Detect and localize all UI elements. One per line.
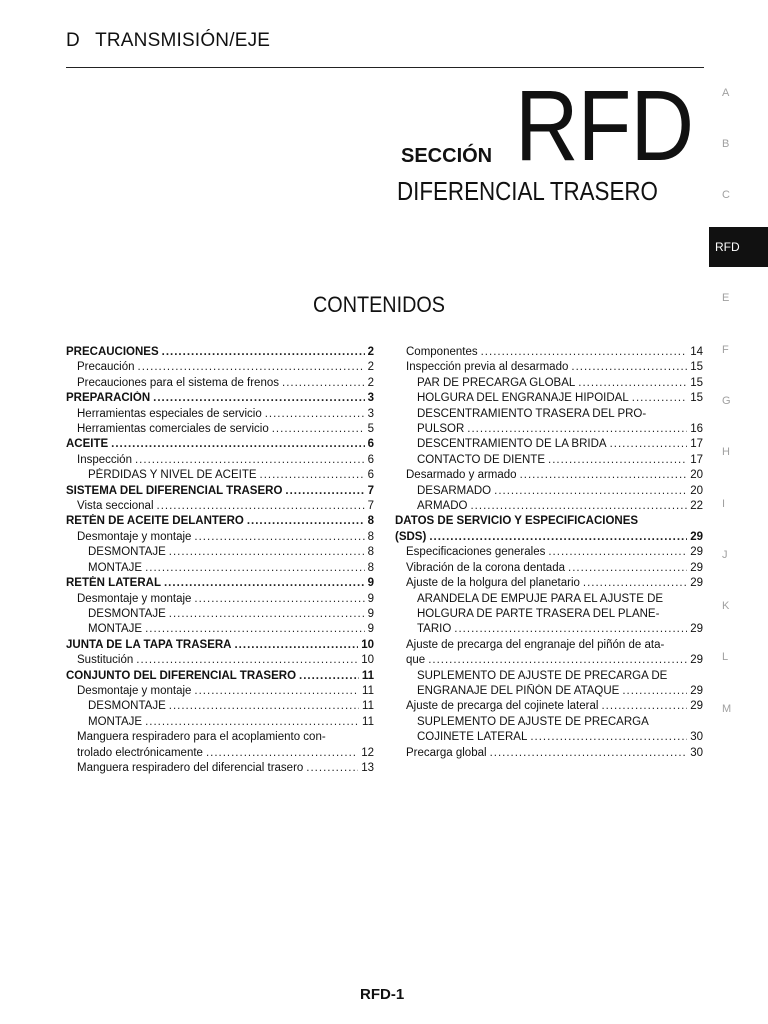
toc-leader-dots (138, 360, 365, 375)
side-index-letter[interactable]: M (722, 703, 732, 715)
toc-leader-dots (260, 468, 365, 483)
toc-entry-label: MONTAJE (88, 623, 143, 636)
toc-entry-label: DESCENTRAMIENTO DE LA BRIDA (417, 438, 607, 451)
toc-entry[interactable] (395, 638, 703, 653)
toc-entry-page: 15 (690, 392, 703, 405)
side-index-letter[interactable]: G (722, 395, 731, 407)
toc-entry[interactable] (66, 746, 374, 761)
toc-leader-dots (164, 576, 365, 591)
toc-entry-page: 14 (690, 346, 703, 358)
toc-entry-page: 10 (361, 654, 374, 667)
toc-entry[interactable] (66, 715, 374, 730)
toc-entry-page: 13 (361, 761, 374, 774)
toc-entry-page: 29 (690, 684, 703, 697)
toc-entry-page: 29 (690, 561, 703, 574)
toc-leader-dots (583, 576, 687, 591)
toc-entry[interactable] (66, 391, 374, 406)
toc-leader-dots (601, 699, 687, 714)
toc-entry-label: SUPLEMENTO DE AJUSTE DE PRECARGA DE (417, 669, 668, 682)
toc-leader-dots (153, 391, 364, 406)
section-header (66, 30, 270, 52)
toc-leader-dots (285, 484, 364, 499)
toc-leader-dots (530, 730, 687, 745)
toc-entry-page: 8 (367, 561, 374, 574)
toc-entry[interactable] (395, 468, 703, 483)
toc-entry-page: 11 (362, 700, 374, 713)
toc-entry-page: 7 (367, 484, 374, 497)
toc-leader-dots (548, 453, 687, 468)
toc-entry[interactable] (66, 576, 374, 591)
toc-entry-label: Componentes (406, 346, 478, 358)
toc-entry[interactable] (66, 592, 374, 607)
toc-leader-dots (136, 653, 358, 668)
side-index-letter[interactable]: I (722, 498, 726, 510)
toc-entry[interactable] (395, 391, 703, 406)
toc-leader-dots (490, 746, 688, 761)
toc-leader-dots (494, 484, 687, 499)
toc-entry-page: 20 (690, 484, 703, 497)
side-index (709, 0, 768, 1024)
toc-entry-label: Ajuste de precarga del engranaje del piñón de ata- (406, 638, 665, 651)
toc-leader-dots (571, 360, 687, 375)
toc-entry-page: 7 (367, 500, 374, 513)
toc-entry-label: Precarga global (406, 746, 487, 759)
toc-leader-dots (169, 607, 365, 622)
toc-entry[interactable] (395, 607, 703, 622)
side-index-letter[interactable]: K (722, 600, 730, 612)
toc-entry-label: Ajuste de la holgura del planetario (406, 577, 580, 590)
toc-leader-dots (135, 453, 365, 468)
toc-entry-page: 2 (367, 346, 374, 358)
toc-entry-label: Herramientas especiales de servicio (77, 407, 262, 420)
toc-leader-dots (206, 746, 358, 761)
toc-leader-dots (234, 638, 358, 653)
toc-entry-page: 9 (367, 592, 374, 605)
toc-entry[interactable] (66, 484, 374, 499)
toc-entry-label: TARIO (417, 623, 452, 636)
toc-leader-dots (622, 684, 687, 699)
toc-leader-dots (247, 514, 365, 529)
toc-leader-dots (145, 561, 365, 576)
toc-entry-label: Desarmado y armado (406, 469, 517, 482)
toc-leader-dots (467, 422, 687, 437)
toc-entry-page: 8 (367, 546, 374, 559)
toc-entry[interactable] (66, 422, 374, 437)
toc-leader-dots (157, 499, 365, 514)
toc-right-column (395, 345, 703, 761)
toc-leader-dots (428, 653, 687, 668)
toc-entry-label: Herramientas comerciales de servicio (77, 423, 269, 436)
side-index-letter[interactable]: B (722, 138, 730, 150)
side-index-letter[interactable]: A (722, 87, 730, 99)
toc-entry[interactable] (66, 638, 374, 653)
toc-entry[interactable] (395, 360, 703, 375)
toc-entry-label: DESCENTRAMIENTO TRASERA DEL PRO- (417, 407, 647, 420)
toc-entry-label: Precauciones para el sistema de frenos (77, 376, 279, 389)
toc-entry-page: 29 (690, 546, 703, 559)
toc-entry[interactable] (66, 730, 374, 745)
toc-entry[interactable] (395, 576, 703, 591)
toc-entry-page: 3 (367, 392, 374, 405)
toc-leader-dots (520, 468, 688, 483)
toc-entry-page: 29 (690, 530, 703, 543)
toc-entry-label: Manguera respiradero del diferencial trasero (77, 761, 304, 774)
toc-entry-label: PREPARACIÓN (66, 392, 151, 405)
side-index-letter[interactable]: C (722, 189, 730, 201)
toc-entry-page: 6 (367, 438, 374, 451)
side-index-active-tab[interactable] (709, 227, 768, 267)
toc-entry[interactable] (395, 530, 703, 545)
toc-leader-dots (454, 622, 687, 637)
toc-entry[interactable] (395, 437, 703, 452)
toc-entry-page: 29 (690, 700, 703, 713)
toc-entry-page: 9 (367, 607, 374, 620)
side-index-letter[interactable]: H (722, 446, 730, 458)
toc-entry-page: 8 (367, 530, 374, 543)
toc-entry-page: 12 (361, 746, 374, 759)
toc-entry[interactable] (395, 730, 703, 745)
toc-leader-dots (632, 391, 687, 406)
toc-entry-label: RETÉN DE ACEITE DELANTERO (66, 515, 244, 528)
toc-entry-label: DESMONTAJE (88, 607, 166, 620)
toc-entry[interactable] (66, 669, 374, 684)
toc-entry-label: PRECAUCIONES (66, 346, 159, 358)
toc-entry-label: PULSOR (417, 423, 465, 436)
toc-leader-dots (162, 345, 365, 360)
toc-leader-dots (429, 530, 687, 545)
toc-entry-label: HOLGURA DE PARTE TRASERA DEL PLANE- (417, 607, 660, 620)
toc-leader-dots (194, 530, 364, 545)
toc-entry[interactable] (66, 622, 374, 637)
toc-entry-label: Especificaciones generales (406, 546, 546, 559)
toc-leader-dots (194, 684, 359, 699)
toc-leader-dots (272, 422, 365, 437)
toc-entry-label: ACEITE (66, 438, 109, 451)
toc-leader-dots (481, 345, 688, 360)
toc-entry-page: 9 (367, 577, 374, 590)
toc-entry-label: DESARMADO (417, 484, 492, 497)
toc-entry[interactable] (395, 699, 703, 714)
toc-entry-label: MONTAJE (88, 561, 143, 574)
toc-entry[interactable] (66, 407, 374, 422)
toc-entry-page: 30 (690, 746, 703, 759)
header-title: TRANSMISIÓN/EJE (95, 30, 271, 51)
toc-entry-label: COJINETE LATERAL (417, 731, 528, 744)
toc-entry[interactable] (395, 653, 703, 668)
toc-entry[interactable] (66, 376, 374, 391)
toc-entry[interactable] (66, 345, 374, 360)
toc-entry-page: 15 (690, 361, 703, 374)
toc-entry[interactable] (66, 561, 374, 576)
toc-entry-label: DATOS DE SERVICIO Y ESPECIFICACIONES (395, 515, 639, 528)
section-code: RFD (515, 70, 694, 182)
toc-entry-label: Desmontaje y montaje (77, 684, 192, 697)
toc-entry-page: 9 (367, 623, 374, 636)
toc-entry-label: ENGRANAJE DEL PIÑÓN DE ATAQUE (417, 684, 620, 697)
toc-leader-dots (265, 407, 365, 422)
toc-entry[interactable] (395, 407, 703, 422)
toc-entry[interactable] (66, 499, 374, 514)
toc-entry[interactable] (395, 622, 703, 637)
toc-leader-dots (610, 437, 688, 452)
section-subtitle: DIFERENCIAL TRASERO (397, 176, 658, 206)
toc-entry-label: CONJUNTO DEL DIFERENCIAL TRASERO (66, 669, 297, 682)
toc-leader-dots (111, 437, 364, 452)
toc-entry-page: 15 (690, 376, 703, 389)
toc-entry-page: 22 (690, 500, 703, 513)
toc-entry-label: JUNTA DE LA TAPA TRASERA (66, 638, 232, 651)
toc-entry-label: DESMONTAJE (88, 546, 166, 559)
toc-leader-dots (194, 592, 364, 607)
toc-entry[interactable] (66, 761, 374, 776)
toc-entry[interactable] (395, 345, 703, 360)
toc-leader-dots (568, 561, 687, 576)
toc-entry-page: 11 (362, 715, 374, 728)
toc-leader-dots (548, 545, 687, 560)
toc-entry-label: trolado electrónicamente (77, 746, 203, 759)
toc-entry[interactable] (66, 684, 374, 699)
toc-entry-label: RETÉN LATERAL (66, 577, 161, 590)
side-index-active-label: RFD (715, 240, 740, 254)
header-letter: D (66, 30, 80, 51)
toc-leader-dots (145, 622, 365, 637)
toc-entry-label: Manguera respiradero para el acoplamiento con- (77, 731, 326, 744)
contents-title: CONTENIDOS (313, 292, 446, 317)
toc-entry-page: 2 (367, 376, 374, 389)
toc-entry-label: Inspección previa al desarmado (406, 361, 569, 374)
toc-entry[interactable] (395, 545, 703, 560)
toc-entry-page: 17 (690, 453, 703, 466)
toc-entry-page: 17 (690, 438, 703, 451)
page-number: RFD-1 (360, 986, 405, 1003)
toc-entry-label: Vista seccional (77, 500, 154, 513)
toc-entry[interactable] (66, 607, 374, 622)
toc-entry[interactable] (66, 545, 374, 560)
toc-entry[interactable] (395, 376, 703, 391)
toc-entry-label: PAR DE PRECARGA GLOBAL (417, 376, 576, 389)
toc-entry[interactable] (395, 561, 703, 576)
toc-entry-label: SISTEMA DEL DIFERENCIAL TRASERO (66, 484, 283, 497)
toc-entry[interactable] (66, 360, 374, 375)
toc-entry-label: CONTACTO DE DIENTE (417, 453, 545, 466)
section-label: SECCIÓN (401, 145, 493, 167)
toc-entry[interactable] (395, 746, 703, 761)
side-index-letter[interactable]: E (722, 292, 730, 304)
toc-entry[interactable] (66, 453, 374, 468)
toc-entry-label: Sustitución (77, 654, 134, 667)
side-index-letter[interactable]: F (722, 344, 729, 356)
toc-entry[interactable] (395, 499, 703, 514)
toc-entry[interactable] (395, 514, 703, 529)
toc-leader-dots (169, 545, 365, 560)
toc-leader-dots (470, 499, 687, 514)
toc-entry[interactable] (66, 514, 374, 529)
toc-entry[interactable] (395, 669, 703, 684)
toc-entry-page: 10 (361, 638, 374, 651)
toc-leader-dots (299, 669, 359, 684)
toc-entry[interactable] (395, 715, 703, 730)
toc-entry-page: 11 (362, 684, 374, 697)
toc-entry-label: Desmontaje y montaje (77, 530, 192, 543)
toc-entry-label: Vibración de la corona dentada (406, 561, 565, 574)
toc-entry[interactable] (395, 422, 703, 437)
toc-entry-page: 30 (690, 731, 703, 744)
toc-entry-label: que (406, 654, 426, 667)
toc-entry-page: 29 (690, 654, 703, 667)
toc-entry-page: 3 (367, 407, 374, 420)
toc-entry-page: 16 (690, 423, 703, 436)
toc-entry[interactable] (395, 684, 703, 699)
toc-leader-dots (169, 699, 359, 714)
toc-entry[interactable] (395, 453, 703, 468)
side-index-letter[interactable]: L (722, 651, 729, 663)
toc-leader-dots (282, 376, 365, 391)
toc-entry-page: 8 (367, 515, 374, 528)
toc-leader-dots (578, 376, 687, 391)
toc-leader-dots (145, 715, 359, 730)
toc-entry-label: DESMONTAJE (88, 700, 166, 713)
toc-entry-label: SUPLEMENTO DE AJUSTE DE PRECARGA (417, 715, 649, 728)
toc-entry-page: 6 (367, 469, 374, 482)
toc-entry[interactable] (395, 484, 703, 499)
side-index-letter[interactable]: J (722, 549, 728, 561)
toc-entry[interactable] (66, 653, 374, 668)
toc-entry-page: 6 (367, 453, 374, 466)
toc-entry-page: 2 (367, 361, 374, 374)
toc-leader-dots (306, 761, 358, 776)
toc-entry-page: 29 (690, 623, 703, 636)
header-rule (66, 67, 704, 68)
toc-entry-label: HOLGURA DEL ENGRANAJE HIPOIDAL (417, 392, 629, 405)
toc-left-column (66, 345, 374, 776)
toc-entry-page: 11 (361, 669, 374, 682)
toc-entry-label: Inspección (77, 453, 132, 466)
toc-entry-label: ARMADO (417, 500, 468, 513)
toc-entry[interactable] (66, 437, 374, 452)
toc-entry-label: PÉRDIDAS Y NIVEL DE ACEITE (88, 469, 257, 482)
toc-entry[interactable] (395, 592, 703, 607)
toc-entry[interactable] (66, 530, 374, 545)
toc-entry-page: 5 (367, 423, 374, 436)
toc-entry-label: Desmontaje y montaje (77, 592, 192, 605)
toc-entry-label: Ajuste de precarga del cojinete lateral (406, 700, 599, 713)
toc-entry-page: 20 (690, 469, 703, 482)
toc-entry-label: ARANDELA DE EMPUJE PARA EL AJUSTE DE (417, 592, 664, 605)
toc-entry-label: (SDS) (395, 530, 427, 543)
toc-entry-page: 29 (690, 577, 703, 590)
toc-entry-label: MONTAJE (88, 715, 143, 728)
toc-entry[interactable] (66, 468, 374, 483)
toc-entry[interactable] (66, 699, 374, 714)
toc-entry-label: Precaución (77, 361, 135, 374)
